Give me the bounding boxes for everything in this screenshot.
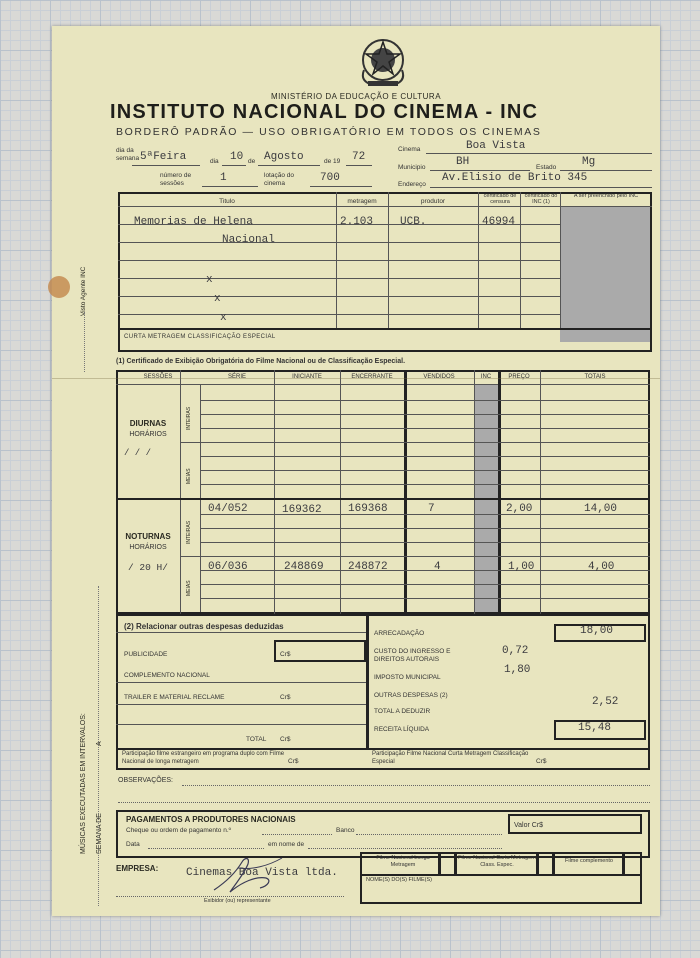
col-certificado: certificado de censura (483, 193, 517, 205)
de-label: de (248, 158, 256, 165)
lotacao-label: lotação do cinema (264, 172, 294, 187)
x-mark: x (214, 293, 221, 305)
participacao-estrangeiro-currency: Cr$ (288, 758, 299, 765)
endereco-label: Endereço (398, 181, 426, 188)
col-iniciante: INICIANTE (292, 374, 322, 380)
subtitle: BORDERÔ PADRÃO — USO OBRIGATÓRIO EM TODOS OS CINEMAS (116, 126, 542, 138)
diurnas-meias-label: MEIAS (186, 468, 192, 484)
noturnas-label: NOTURNAS (125, 532, 171, 541)
col-inc: A ser preenchido pelo INC (573, 193, 639, 199)
trailer-currency: Cr$ (280, 694, 291, 701)
semana-label: SEMANA DE (96, 813, 103, 854)
film-nacional: Nacional (222, 234, 275, 246)
dia-semana-label: dia da semana (116, 147, 140, 162)
total-deduzir-label: TOTAL A DEDUZIR (374, 708, 431, 715)
semana-a-label: A (96, 741, 103, 746)
noturnas-inteiras-encerrante: 169368 (348, 503, 388, 515)
col-vendidos: VENDIDOS (423, 374, 455, 380)
noturnas-meias-vendidos: 4 (434, 561, 441, 573)
noturnas-meias-total: 4,00 (588, 561, 615, 573)
curta-metragem-label: CURTA METRAGEM CLASSIFICAÇÃO ESPECIAL (124, 334, 276, 340)
diurnas-inteiras-label: INTEIRAS (186, 406, 192, 430)
x-mark: x (220, 312, 227, 324)
noturnas-inteiras-label: INTEIRAS (186, 520, 192, 544)
pin-mark (48, 276, 70, 298)
noturnas-meias-iniciante: 248869 (284, 561, 324, 573)
col-produtor: produtor (420, 198, 446, 205)
participacao-curta-label: Participação Filme Nacional Curta Metragem Classificação Especial (372, 751, 529, 765)
cinema-label: Cinema (398, 146, 421, 153)
nomes-filmes-label: NOME(S) DO(S) FILME(S) (366, 877, 432, 883)
col-certificado-inc: certificado do INC (1) (524, 193, 558, 205)
dia-semana-value: 5ªFeira (140, 151, 187, 163)
numero-sessoes-label: número de sessões (160, 172, 192, 187)
imposto-value: 1,80 (504, 664, 531, 676)
publicidade-currency: Cr$ (280, 651, 291, 658)
ministry-heading: MINISTÉRIO DA EDUCAÇÃO E CULTURA (270, 92, 442, 101)
dia-value: 10 (230, 151, 244, 163)
ano-prefix-label: de 19 (324, 158, 341, 165)
imposto-label: IMPOSTO MUNICIPAL (374, 674, 441, 681)
x-mark: x (206, 274, 213, 286)
diurnas-label: DIURNAS (129, 419, 167, 428)
film-title: Memorias de Helena (134, 216, 253, 228)
borderô-form (52, 26, 660, 916)
diurnas-horarios-label: HORÁRIOS (129, 431, 167, 438)
col-sessoes: SESSÕES (143, 374, 173, 380)
col-serie: SÉRIE (227, 374, 246, 380)
film-certificado: 46994 (482, 216, 516, 228)
page-title: INSTITUTO NACIONAL DO CINEMA - INC (110, 101, 539, 123)
noturnas-inteiras-preco: 2,00 (506, 503, 533, 515)
sessions-table (116, 370, 650, 614)
total-deduzir-value: 2,52 (592, 696, 619, 708)
noturnas-meias-encerrante: 248872 (348, 561, 388, 573)
certificado-note: (1) Certificado de Exibição Obrigatória do Filme Nacional ou de Classificação Especial. (116, 358, 406, 365)
dia-label: dia (210, 158, 219, 165)
mes-value: Agosto (264, 151, 304, 163)
noturnas-inteiras-total: 14,00 (584, 503, 618, 515)
numero-sessoes-value: 1 (220, 172, 227, 184)
observacoes-label: OBSERVAÇÕES: (118, 777, 173, 784)
coat-of-arms-icon (356, 34, 410, 90)
noturnas-meias-serie: 06/036 (208, 561, 248, 573)
col-metragem: metragem (347, 198, 377, 205)
receita-value: 15,48 (578, 722, 612, 734)
trailer-label: TRAILER E MATERIAL RECLAME (124, 694, 225, 701)
diurnas-time: / / / (124, 448, 152, 458)
col-totais: TOTAIS (584, 374, 606, 380)
empresa-value: Cinemas Boa Vista ltda. (186, 867, 338, 879)
complemento-label: COMPLEMENTO NACIONAL (124, 672, 210, 679)
film-produtor: UCB. (400, 216, 427, 228)
estado-value: Mg (582, 156, 596, 168)
noturnas-inteiras-serie: 04/052 (208, 503, 248, 515)
exibidor-label: Exibidor (ou) representante (204, 898, 271, 904)
col-inc-session: INC (480, 374, 492, 380)
arrecadacao-value: 18,00 (580, 625, 614, 637)
filme-complemento-label: Filme complemento (565, 858, 613, 864)
valor-label: Valor Cr$ (514, 822, 544, 829)
total-currency: Cr$ (280, 736, 291, 743)
musicas-label: MÚSICAS EXECUTADAS EM INTERVALOS: (80, 713, 87, 854)
municipio-value: BH (456, 156, 470, 168)
noturnas-horarios-label: HORÁRIOS (129, 544, 167, 551)
ano-value: 72 (352, 151, 366, 163)
filme-nacional-longa-label: Filme Nacional Longa Metragem (376, 855, 430, 868)
participacao-curta-currency: Cr$ (536, 758, 547, 765)
banco-label: Banco (336, 827, 355, 834)
participacao-estrangeiro-label: Participação filme estrangeiro em programa duplo com Filme Nacional de longa metragem (122, 751, 285, 765)
visto-agente-label: Visto Agente INC (80, 266, 87, 316)
noturnas-meias-preco: 1,00 (508, 561, 535, 573)
cinema-value: Boa Vista (466, 140, 526, 152)
expenses-title: (2) Relacionar outras despesas deduzidas (124, 622, 284, 631)
publicidade-label: PUBLICIDADE (124, 651, 168, 658)
custo-value: 0,72 (502, 645, 529, 657)
cheque-label: Cheque ou ordem de pagamento n.º (126, 827, 232, 834)
noturnas-time: / 20 H/ (128, 562, 168, 573)
col-preco: PREÇO (508, 374, 530, 380)
estado-label: Estado (536, 164, 557, 171)
receita-label: RECEITA LÍQUIDA (374, 726, 430, 733)
signature (208, 852, 288, 898)
noturnas-inteiras-vendidos: 7 (428, 503, 435, 515)
custo-label: CUSTO DO INGRESSO E DIREITOS AUTORAIS (374, 648, 451, 663)
col-titulo: Titulo (219, 198, 235, 205)
total-label: TOTAL (246, 736, 267, 743)
noturnas-meias-label: MEIAS (186, 580, 192, 596)
noturnas-inteiras-iniciante: 169362 (282, 504, 322, 516)
empresa-label: EMPRESA: (116, 864, 159, 873)
data-label: Data (126, 841, 140, 848)
municipio-label: Municipio (398, 164, 426, 171)
arrecadacao-label: ARRECADAÇÃO (374, 630, 425, 637)
col-encerrante: ENCERRANTE (351, 374, 393, 380)
film-metragem: 2.103 (340, 216, 374, 228)
filme-nacional-curta-label: Filme Nacional Curta Metragem Class. Espec. (458, 855, 536, 868)
em-nome-label: em nome de (268, 841, 305, 848)
outras-label: OUTRAS DESPESAS (2) (374, 692, 448, 699)
endereco-value: Av.Elisio de Brito 345 (442, 172, 588, 184)
lotacao-value: 700 (320, 172, 340, 184)
pagamentos-title: PAGAMENTOS A PRODUTORES NACIONAIS (126, 815, 296, 824)
